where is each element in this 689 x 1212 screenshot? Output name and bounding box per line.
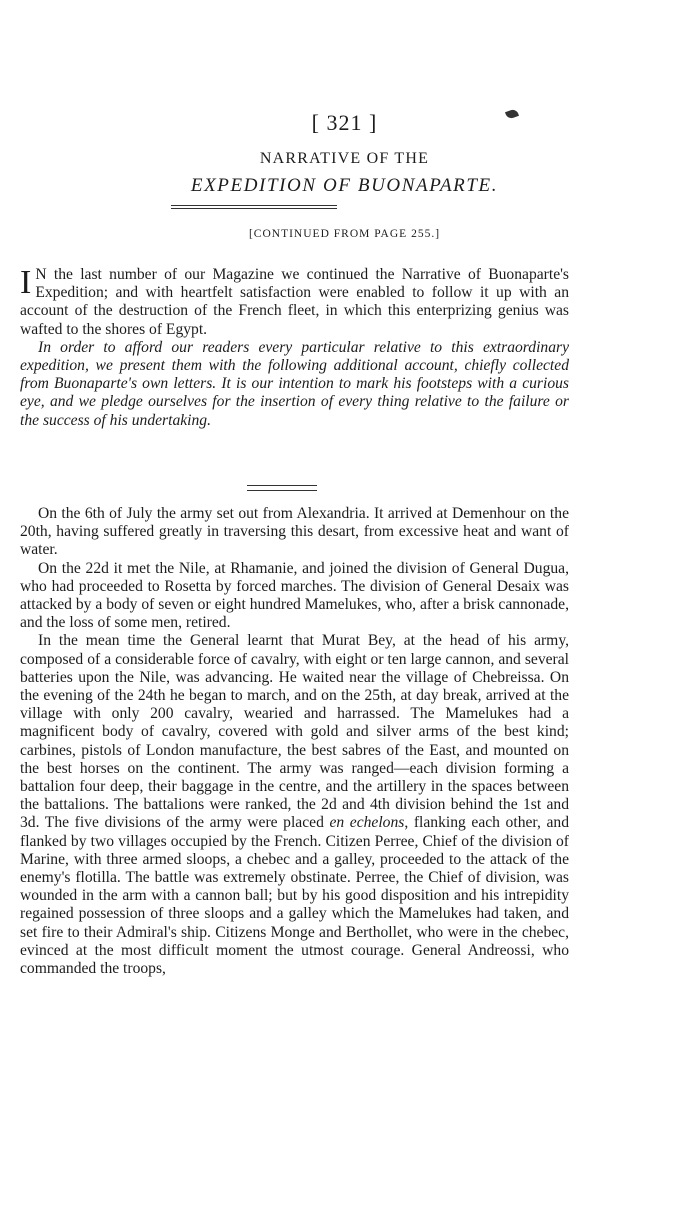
narrative-paragraph-1: On the 6th of July the army set out from Alexandria. It arrived at Demenhour on the 20th, having suffered greatly in traversing this desart, from excessive heat and want of water. xyxy=(20,505,569,559)
section-divider xyxy=(247,490,317,491)
narrative-section xyxy=(20,505,569,978)
narrative-paragraph-3-part-b: , flanking each other, and flanked by two villages occupied by the French. Citizen Perree, Chief of the division of Marine, with three armed sloops, a chebec and a galley, proceeded to the attack of the enemy's flotilla. The battle was extremely obstinate. Perree, the Chief of division, was wounded in the arm with a cannon ball; but by his good disposition and his intrepidity regained possession of three sloops and a galley which the Mamelukes had taken, and set fire to their Admiral's ship. Citizens Monge and Berthollet, who were in the chebec, evinced at the most difficult moment the utmost courage. General Andreossi, who commanded the troops, xyxy=(20,814,569,978)
narrative-paragraph-3 xyxy=(20,632,569,978)
article-title-line2: EXPEDITION OF BUONAPARTE. xyxy=(190,175,499,196)
drop-cap: I xyxy=(20,264,32,301)
intro-section xyxy=(20,266,569,430)
continued-note: [CONTINUED FROM PAGE 255.] xyxy=(248,228,441,240)
section-divider xyxy=(247,485,317,486)
narrative-paragraph-3-part-a: In the mean time the General learnt that Murat Bey, at the head of his army, composed of a considerable force of cavalry, with eight or ten large cannon, and several batteries upon the Nile, was advancing. He waited near the village of Chebreissa. On the evening of the 24th he began to march, and on the 25th, at day break, arrived at the village with only 200 cavalry, wearied and harrassed. The Mamelukes had a magnificent body of cavalry, covered with gold and silver arms of the best kind; carbines, pistols of London manufacture, the best sabres of the East, and mounted on the best horses on the continent. The army was ranged—each division forming a battalion four deep, their baggage in the centre, and the artillery in the spaces between the battalions. The battalions were ranked, the 2d and 4th division behind the 1st and 3d. The five divisions of the army were placed xyxy=(20,632,569,832)
page-number: [ 321 ] xyxy=(311,110,378,135)
intro-paragraph-1 xyxy=(20,266,569,339)
intro-paragraph-2: In order to afford our readers every particular relative to this extraordinary expedition, we present them with the following additional account, chiefly collected from Buonaparte's own letters. It is our intention to mark his footsteps with a curious eye, and we pledge ourselves for the insertion of every thing relative to the failure or the success of his undertaking. xyxy=(20,338,569,429)
title-rule xyxy=(171,205,337,206)
article-title-line1: NARRATIVE OF THE xyxy=(259,150,430,167)
italic-phrase: en echelons xyxy=(329,814,405,832)
intro-paragraph-1-text: N the last number of our Magazine we continued the Narrative of Buonaparte's Expedition; and with heartfelt satisfaction were enabled to follow it up with an account of the destruction of the French fleet, in which this enterprizing genius was wafted to the shores of Egypt. xyxy=(20,266,569,338)
narrative-paragraph-2: On the 22d it met the Nile, at Rhamanie, and joined the division of General Dugua, who had proceeded to Rosetta by forced marches. The division of General Desaix was attacked by a body of seven or eight hundred Mamelukes, who, after a brisk cannonade, and the loss of some men, retired. xyxy=(20,559,569,632)
title-rule xyxy=(171,208,337,209)
